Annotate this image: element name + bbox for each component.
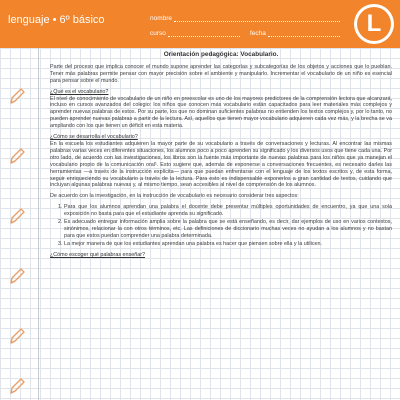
section-paragraph: De acuerdo con la investigación, en la instrucción de vocabulario es necesario considerar tres aspectos: [50,193,299,200]
section-heading-how-develops: ¿Cómo se desarrolla el vocabulario? [50,134,138,141]
logo-letter: L [357,7,391,41]
aspects-list [50,204,392,247]
pencil-icon [8,326,26,346]
pencil-icon [8,266,26,286]
document-title: Orientación pedagógica: Vocabulario. [163,51,279,58]
name-label: nombre [150,15,173,22]
subject-logo [354,4,394,44]
list-item: 2. Es adecuado entregar información amplia sobre la palabra que se está enseñando, es decir, dar ejemplos de uso en varios contextos, sinónimos, relacionar la con otros términos, etc. Las definiciones de diccionario muchas veces no ayudan a los alumnos y no bastan para que estos puedan comprender una palabra determinada. [64,219,392,240]
section-heading-which-words: ¿Cómo escoger qué palabras enseñar? [50,251,145,258]
date-field[interactable] [268,36,340,37]
margin-rule [38,48,39,400]
list-item: 3. La mejor manera de que los estudiantes aprendan una palabra es hacer que piensen sobre ella y la utilicen. [64,241,392,248]
pencil-icon [8,146,26,166]
subject-label: lenguaje • 6º básico [8,14,105,26]
course-field[interactable] [168,36,240,37]
pencil-icon [8,376,26,396]
section-paragraph: En la escuela los estudiantes adquieren la mayor parte de su vocabulario a través de conversaciones y lecturas. Al encontrar las mismas palabras varias veces en diferentes situaciones, los alumnos poco a poco aprenden su significado y los diversos usos que tiene cada una. Por otro lado, de acuerdo con las investigaciones, los libros son la fuente más importante de nuevas palabras para los niños que ya manejan el vocabulario propio de la comunicación oral¹. Esto sugiere que, además de exponerse a conversaciones frecuentes, es necesario darles las herramientas —a través de la instrucción explícita— para que puedan enfrentarse con el lenguaje de los textos escritos y, de esta forma, seguir enriqueciendo su vocabulario a través de la lectura. Para esto es indispensable exponerlos a gran cantidad de textos, cuidando que incluyan algunas palabras nuevas y, al mismo tiempo, sean accesibles al nivel de comprensión de los alumnos. [50,140,392,189]
section-heading-what-is: ¿Qué es el vocabulario? [50,88,109,95]
name-field[interactable] [174,21,340,22]
pencil-icon [8,86,26,106]
pencil-icon [8,206,26,226]
course-label: curso [150,30,166,37]
section-paragraph: El nivel de conocimiento de vocabulario de un niño en preescolar es uno de los mayores predictores de la comprensión lectora que alcanzará, incluso en cursos avanzados del colegio: los niños que conocen más vocabulario están capacitados para leer materiales más complejos y aprender nuevas palabras de estos. Por su parte, los que no dominan suficientes palabras no entienden los textos complejos y, por lo tanto, no pueden aprender nuevas palabras a partir de la lectura. Así, aquellos que tienen mayor vocabulario adquieren cada vez más, y la brecha se va ampliando con los que tienen un déficit en esta materia. [50,95,392,130]
intro-paragraph: Parte del proceso que implica conocer el mundo supone aprender las categorías y subcategorías de los objetos y acciones que lo pueblan. Tener más palabras permite pensar con mayor precisión sobre el ambiente y manipularlo. Incrementar el vocabulario de un niño es esencial para pensar sobre el mundo. [50,63,392,84]
document-body [50,52,392,259]
date-label: fecha [250,30,266,37]
list-item: 1. Para que los alumnos aprendan una palabra el docente debe presentar múltiples oportunidades de encuentro, ya que una sola exposición no basta para que el estudiante aprenda su significado. [64,204,392,218]
